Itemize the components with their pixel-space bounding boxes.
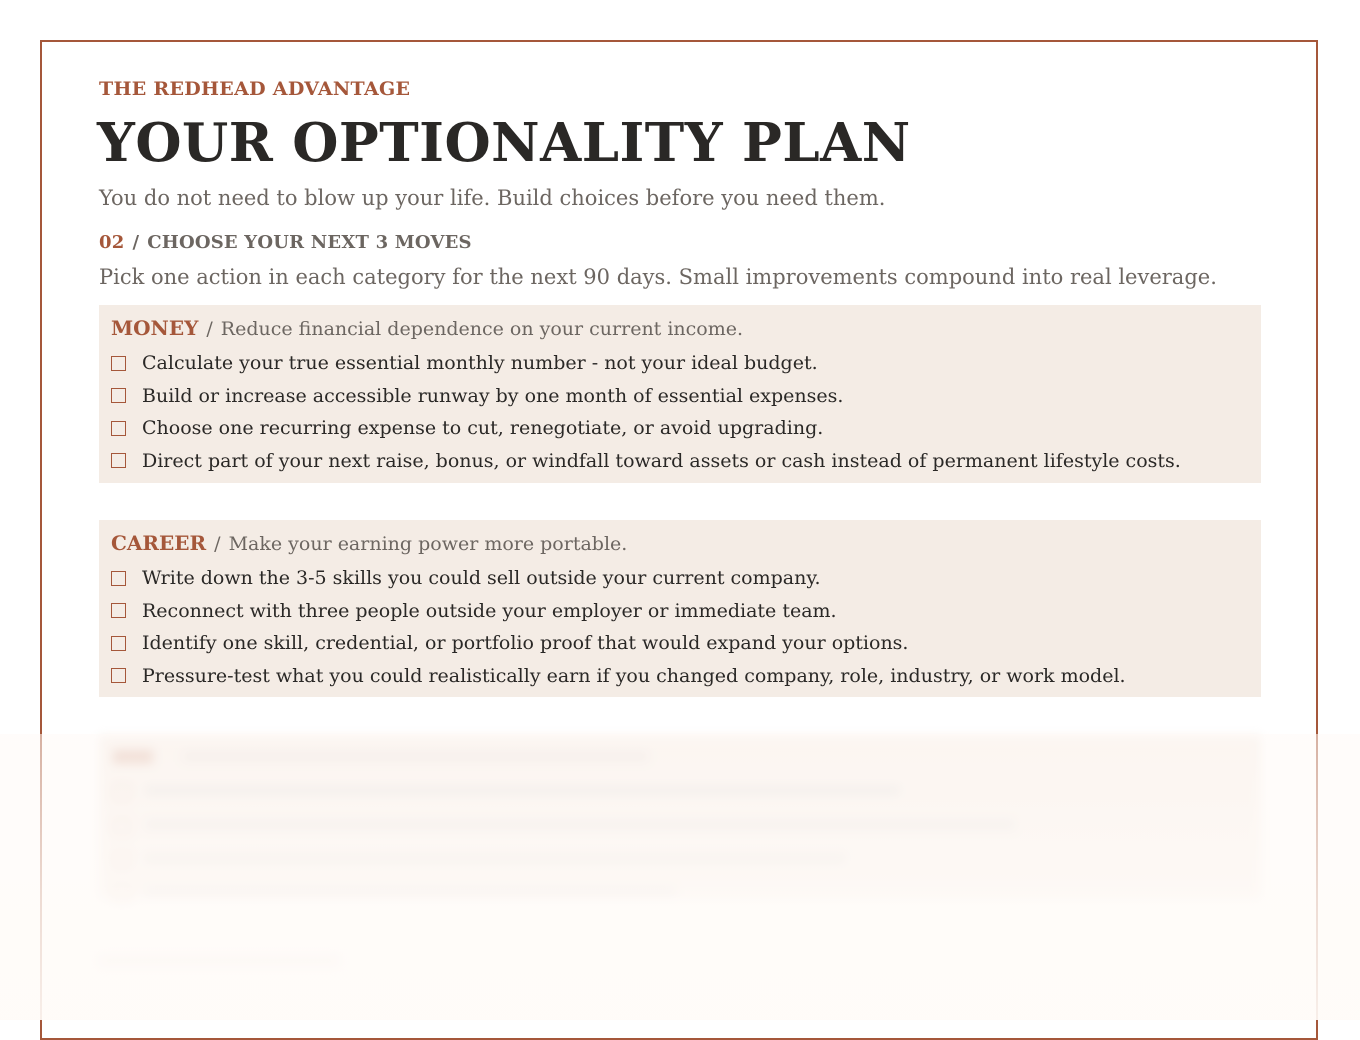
section-separator: / xyxy=(132,232,140,253)
checkbox-icon[interactable] xyxy=(111,636,126,651)
checklist-item-text: Calculate your true essential monthly number - not your ideal budget. xyxy=(142,352,818,375)
category-card-money xyxy=(99,305,1261,483)
checklist-item-text: Write down the 3-5 skills you could sell outside your current company. xyxy=(142,567,821,590)
category-name: CAREER xyxy=(111,531,207,555)
checkbox-icon[interactable] xyxy=(111,421,126,436)
checklist-item-text: Choose one recurring expense to cut, renegotiate, or avoid upgrading. xyxy=(142,417,824,440)
category-description: Reduce financial dependence on your current income. xyxy=(220,318,744,340)
checklist-item[interactable] xyxy=(111,347,1249,380)
checklist-item[interactable] xyxy=(111,595,1249,628)
checklist-item-text: Direct part of your next raise, bonus, or windfall toward assets or cash instead of permanent lifestyle costs. xyxy=(142,449,1181,472)
checklist-item[interactable] xyxy=(111,445,1249,478)
section-number: 02 xyxy=(99,232,125,253)
checklist-item[interactable] xyxy=(111,627,1249,660)
category-card-career xyxy=(99,520,1261,697)
checkbox-icon[interactable] xyxy=(111,668,126,683)
checklist-item[interactable] xyxy=(111,562,1249,595)
category-separator: / xyxy=(214,533,221,555)
checkbox-icon[interactable] xyxy=(111,571,126,586)
checklist-item-text: Build or increase accessible runway by one month of essential expenses. xyxy=(142,384,844,407)
section-intro: Pick one action in each category for the next 90 days. Small improvements compound into real leverage. xyxy=(99,265,1217,289)
checklist-item[interactable] xyxy=(111,380,1249,413)
checkbox-icon[interactable] xyxy=(111,453,126,468)
brand-eyebrow: THE REDHEAD ADVANTAGE xyxy=(99,78,411,100)
page-title: YOUR OPTIONALITY PLAN xyxy=(97,112,911,174)
category-header xyxy=(111,530,1249,556)
checklist-item-text: Reconnect with three people outside your employer or immediate team. xyxy=(142,599,837,622)
checklist-item-text: Pressure-test what you could realistically earn if you changed company, role, industry, or work model. xyxy=(142,664,1126,687)
category-description: Make your earning power more portable. xyxy=(228,533,628,555)
category-name: MONEY xyxy=(111,316,199,340)
page-subtitle: You do not need to blow up your life. Build choices before you need them. xyxy=(99,186,886,210)
checkbox-icon[interactable] xyxy=(111,603,126,618)
section-title: CHOOSE YOUR NEXT 3 MOVES xyxy=(147,232,472,253)
checkbox-icon[interactable] xyxy=(111,388,126,403)
checklist-item-text: Identify one skill, credential, or portfolio proof that would expand your options. xyxy=(142,632,909,655)
category-separator: / xyxy=(206,318,213,340)
checkbox-icon[interactable] xyxy=(111,356,126,371)
section-heading xyxy=(99,232,472,253)
fade-overlay xyxy=(0,734,1360,1020)
checklist-item[interactable] xyxy=(111,412,1249,445)
checklist-item[interactable] xyxy=(111,660,1249,693)
category-header xyxy=(111,315,1249,341)
